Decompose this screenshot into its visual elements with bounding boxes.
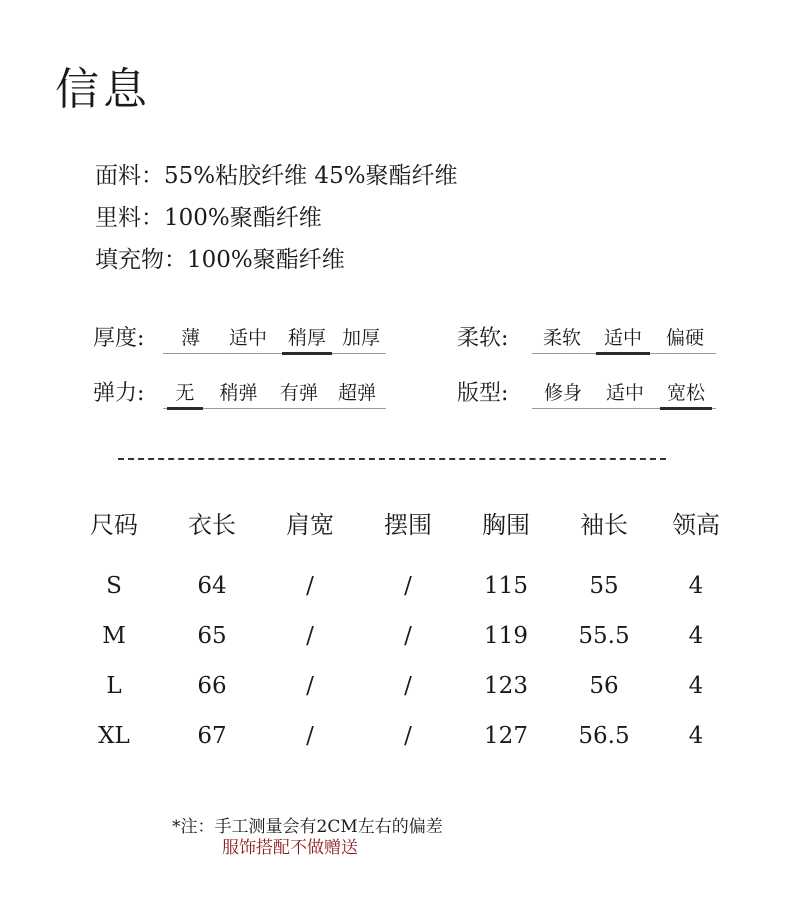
- cell-length: 66: [197, 673, 227, 699]
- softness-option-selected: 适中: [592, 323, 654, 353]
- table-row: [65, 623, 739, 649]
- header-sleeve: 袖长: [580, 511, 628, 539]
- cell-shoulder: /: [306, 673, 314, 699]
- cell-chest: 127: [484, 723, 528, 749]
- thickness-label: 厚度:: [93, 326, 145, 351]
- header-shoulder: 肩宽: [286, 511, 334, 539]
- elasticity-option-selected: 无: [163, 378, 207, 408]
- fabric-line-lining: 里料：100%聚酯纤维: [95, 205, 322, 231]
- cell-collar: 4: [688, 723, 704, 749]
- fabric-line-outer: 面料：55%粘胶纤维 45%聚酯纤维: [95, 163, 458, 189]
- softness-option: 偏硬: [665, 327, 704, 349]
- elasticity-label: 弹力:: [93, 381, 145, 406]
- note-measurement-tolerance: *注：手工测量会有2CM左右的偏差: [172, 817, 443, 837]
- header-size: 尺码: [90, 511, 138, 539]
- elasticity-option: 稍弹: [219, 382, 258, 404]
- header-length: 衣长: [188, 511, 236, 539]
- thickness-option-selected: 稍厚: [278, 323, 336, 353]
- fit-option-selected: 宽松: [656, 378, 716, 408]
- cell-hem: /: [404, 723, 412, 749]
- cell-sleeve: 55.5: [578, 623, 630, 649]
- fit-row: [457, 378, 716, 409]
- cell-collar: 4: [688, 673, 704, 699]
- cell-chest: 123: [484, 673, 528, 699]
- cell-collar: 4: [688, 573, 704, 599]
- cell-shoulder: /: [306, 573, 314, 599]
- cell-sleeve: 56: [589, 673, 619, 699]
- fit-options: [532, 378, 716, 409]
- fit-option: 适中: [605, 382, 644, 404]
- elasticity-option: 有弹: [279, 382, 318, 404]
- thickness-options: [163, 323, 386, 354]
- cell-length: 64: [197, 573, 227, 599]
- cell-length: 67: [197, 723, 227, 749]
- cell-hem: /: [404, 623, 412, 649]
- measurement-note: [172, 817, 443, 859]
- fabric-info: [95, 158, 458, 284]
- elasticity-row: [93, 378, 386, 409]
- cell-sleeve: 56.5: [578, 723, 630, 749]
- cell-shoulder: /: [306, 623, 314, 649]
- softness-option: 柔软: [542, 327, 581, 349]
- cell-size: L: [106, 673, 122, 699]
- thickness-option: 薄: [180, 327, 200, 349]
- table-row: [65, 673, 739, 699]
- dashed-divider: [118, 458, 666, 460]
- softness-row: [457, 323, 716, 354]
- cell-hem: /: [404, 673, 412, 699]
- cell-hem: /: [404, 573, 412, 599]
- cell-chest: 115: [484, 573, 528, 599]
- thickness-option: 加厚: [341, 327, 380, 349]
- softness-options: [532, 323, 716, 354]
- softness-label: 柔软:: [457, 326, 509, 351]
- cell-sleeve: 55: [589, 573, 619, 599]
- header-hem: 摆围: [384, 511, 432, 539]
- fit-label: 版型:: [457, 381, 509, 406]
- cell-size: XL: [98, 723, 130, 749]
- cell-shoulder: /: [306, 723, 314, 749]
- cell-length: 65: [197, 623, 227, 649]
- fit-option: 修身: [543, 382, 582, 404]
- size-table-header: [65, 505, 739, 540]
- page-title: 信息: [55, 64, 151, 115]
- header-collar: 领高: [672, 511, 720, 539]
- cell-size: M: [102, 623, 126, 649]
- table-row: [65, 573, 739, 599]
- elasticity-option: 超弹: [337, 382, 376, 404]
- header-chest: 胸围: [482, 511, 530, 539]
- cell-size: S: [106, 573, 122, 599]
- table-row: [65, 723, 739, 749]
- thickness-option: 适中: [228, 327, 267, 349]
- cell-chest: 119: [484, 623, 528, 649]
- fabric-line-filling: 填充物：100%聚酯纤维: [95, 247, 345, 273]
- elasticity-options: [163, 378, 386, 409]
- thickness-row: [93, 323, 386, 354]
- note-accessories-excluded: 服饰搭配不做赠送: [222, 838, 358, 858]
- cell-collar: 4: [688, 623, 704, 649]
